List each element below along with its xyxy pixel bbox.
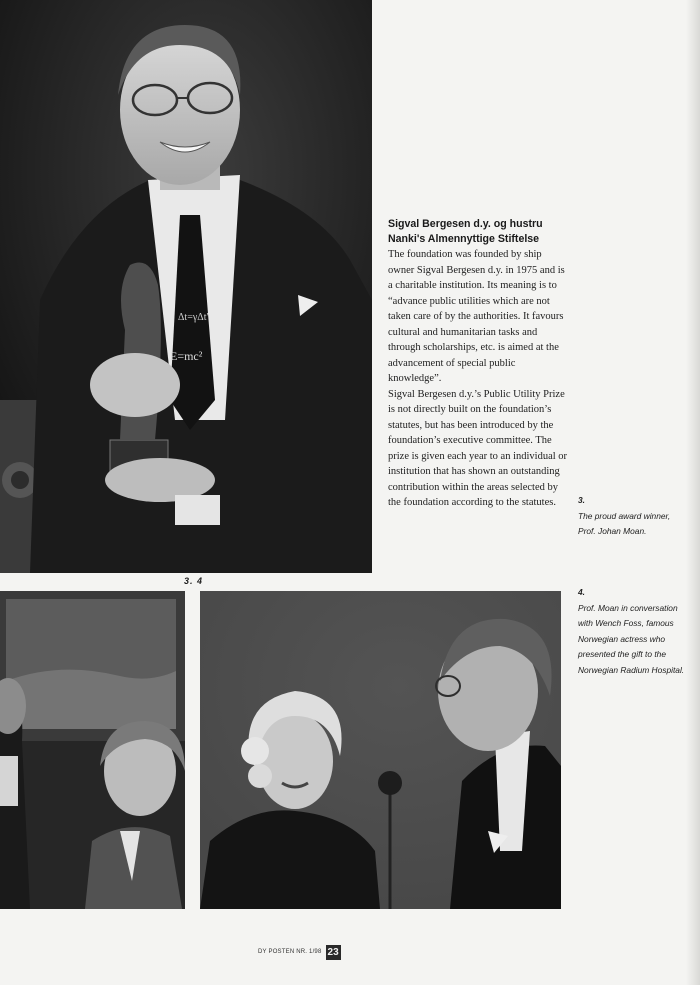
article-paragraph-1: The foundation was founded by ship owner Sigval Bergesen d.y. in 1975 and is a charitable institution. Its meaning is to “advance public utilities which are not taken care of by the authorities. It favours cultural and humanitarian tasks and through scholarships, etc. is aimed at the advancement of special public knowledge”. bbox=[388, 249, 565, 384]
caption-number: 4. bbox=[578, 587, 585, 597]
page-number: 23 bbox=[327, 946, 339, 958]
photo-reference-number: 3. 4 bbox=[184, 576, 204, 586]
caption-text: The proud award winner, Prof. Johan Moan. bbox=[578, 510, 671, 536]
photo-award-winner bbox=[0, 0, 372, 573]
article-paragraph-2: Sigval Bergesen d.y.’s Public Utility Prize is not directly built on the foundation’s statutes, but has been introduced by the foundation’s executive committee. The prize is given each year to an individual or institution that has shown an outstanding contribution within the areas selected by the foundation according to the statutes. bbox=[388, 388, 568, 508]
page-footer bbox=[258, 944, 341, 960]
article-title bbox=[388, 217, 568, 247]
publication-label: DY POSTEN NR. 1/98 bbox=[258, 949, 322, 955]
caption-number: 3. bbox=[578, 495, 585, 505]
photo-moan-and-foss bbox=[200, 591, 561, 909]
article-title-line-1: Sigval Bergesen d.y. og hustru bbox=[388, 218, 543, 230]
article bbox=[388, 217, 568, 511]
tie-equation-2: E=mc² bbox=[170, 349, 203, 363]
tie-equation-1: Δt=γΔt' bbox=[178, 312, 209, 323]
photo-guests bbox=[0, 591, 185, 909]
article-title-line-2: Nanki's Almennyttige Stiftelse bbox=[388, 233, 540, 245]
caption-text: Prof. Moan in conversation with Wench Foss, famous Norwegian actress who presented the gift to the Norwegian Radium Hospital. bbox=[578, 602, 685, 675]
caption-photo-4 bbox=[578, 585, 688, 678]
caption-photo-3 bbox=[578, 493, 688, 540]
page-edge-shadow bbox=[686, 0, 700, 985]
